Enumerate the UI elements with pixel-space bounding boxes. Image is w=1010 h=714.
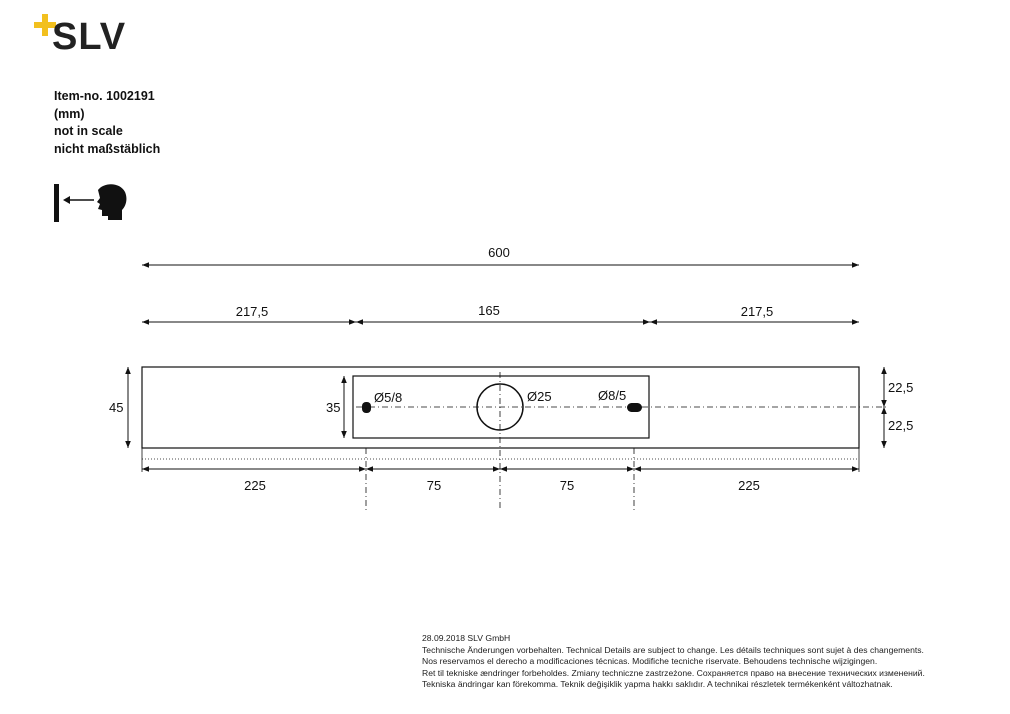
dim-total-width (142, 245, 859, 265)
dim-plate-height-label: 35 (326, 400, 341, 415)
dim-plate-height (326, 376, 344, 438)
dim-segments (142, 303, 859, 322)
dim-half-top-label: 22,5 (888, 380, 914, 395)
footer-line-2: Nos reservamos el derecho a modificaciones técnicas. Modifiche tecniche riservate. Behoudens technische wijzigingen. (422, 656, 878, 666)
scale-note-de: nicht maßstäblich (54, 141, 161, 156)
footer-date-company: 28.09.2018 SLV GmbH (422, 633, 511, 643)
dim-height-label: 45 (109, 400, 124, 415)
dim-bottom-mid-right-label: 75 (559, 478, 575, 493)
dim-left-segment-label: 217,5 (235, 304, 269, 319)
dim-bottom-right-label: 225 (738, 478, 760, 493)
scale-note-en: not in scale (54, 124, 123, 138)
dim-bottom-left-label: 225 (244, 478, 266, 493)
footer-line-1: Technische Änderungen vorbehalten. Technical Details are subject to change. Les détails techniques sont sujet à des changements. (422, 644, 924, 655)
logo-wordmark: SLV (52, 16, 127, 58)
outer-profile (142, 367, 859, 448)
dim-middle-segment-label: 165 (478, 303, 500, 318)
dim-height (109, 367, 128, 448)
hole-left-label: Ø5/8 (374, 390, 403, 405)
item-number: Item-no. 1002191 (54, 89, 155, 103)
dim-right-segment-label: 217,5 (740, 304, 774, 319)
dim-right-halves (884, 367, 913, 448)
legal-footer (422, 633, 925, 691)
footer-line-4: Tekniska ändringar kan förekomma. Teknik değişiklik yapma hakkı saklıdır. A technikai részletek termékenként változhatnak. (422, 679, 893, 689)
footer-line-3: Ret til tekniske ændringer forbeholdes. Zmiany techniczne zastrzeżone. Сохраняется право на внесение технических изменений. (422, 667, 925, 678)
hole-right (627, 403, 642, 412)
dim-bottom (142, 469, 859, 493)
dim-total-width-label: 600 (488, 245, 510, 260)
dim-half-bottom-label: 22,5 (888, 418, 914, 433)
hole-center-label: Ø25 (527, 389, 552, 404)
hole-left (362, 402, 371, 413)
hole-right-label: Ø8/5 (598, 388, 627, 403)
dim-bottom-mid-left-label: 75 (426, 478, 442, 493)
units-label: (mm) (54, 106, 85, 121)
